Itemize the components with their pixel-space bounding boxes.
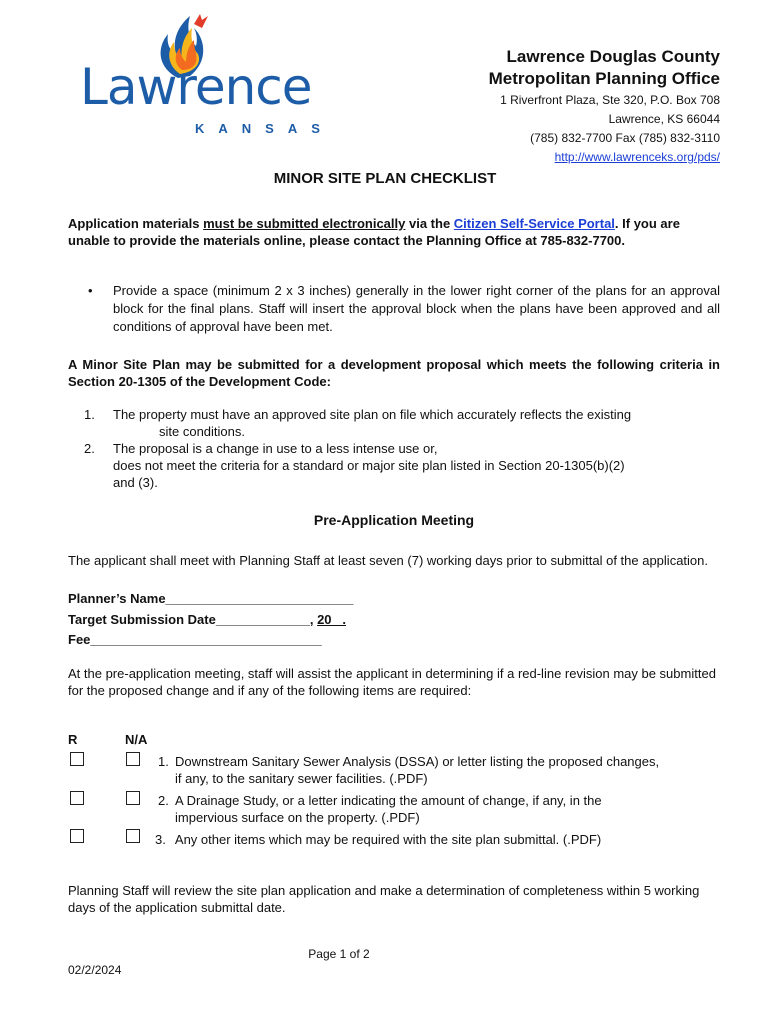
requirement-text: impervious surface on the property. (.PDF) bbox=[175, 810, 420, 825]
review-text: Planning Staff will review the site plan application and make a determination of completeness within 5 working days of the application submittal date. bbox=[68, 883, 700, 915]
office-address1: 1 Riverfront Plaza, Ste 320, P.O. Box 708 bbox=[500, 93, 720, 107]
required-checkbox-1[interactable] bbox=[70, 752, 84, 766]
approval-block-bullet bbox=[88, 282, 720, 336]
requirement-text: A Drainage Study, or a letter indicating the amount of change, if any, in the bbox=[175, 793, 602, 808]
na-checkbox-3[interactable] bbox=[126, 829, 140, 843]
target-date-field[interactable] bbox=[68, 611, 346, 628]
logo-wordmark: Lawrence bbox=[80, 58, 312, 116]
office-phone: (785) 832-7700 Fax (785) 832-3110 bbox=[530, 131, 720, 145]
requirement-text: if any, to the sanitary sewer facilities. (.PDF) bbox=[175, 771, 428, 786]
citizen-portal-link[interactable]: Citizen Self-Service Portal bbox=[453, 216, 615, 231]
fee-field[interactable] bbox=[68, 631, 322, 648]
intro-paragraph bbox=[68, 215, 720, 249]
intro-emphasis: must be submitted electronically bbox=[203, 216, 406, 231]
criteria-intro: A Minor Site Plan may be submitted for a development proposal which meets the following criteria in Section 20-1305 of the Development Code: bbox=[68, 357, 720, 389]
page-title: MINOR SITE PLAN CHECKLIST bbox=[273, 170, 497, 187]
bullet-icon: • bbox=[88, 283, 93, 298]
intro-text: via the bbox=[405, 216, 454, 231]
column-na: N/A bbox=[125, 732, 148, 747]
planner-name-blank[interactable]: __________________________ bbox=[165, 591, 354, 606]
requirement-item bbox=[158, 753, 718, 787]
target-date-label: Target Submission Date bbox=[68, 612, 216, 627]
required-checkbox-2[interactable] bbox=[70, 791, 84, 805]
office-header bbox=[489, 46, 720, 166]
office-address2: Lawrence, KS 66044 bbox=[608, 112, 720, 126]
fee-label: Fee bbox=[68, 632, 91, 647]
intro-text: Application materials bbox=[68, 216, 204, 231]
office-website-link[interactable]: http://www.lawrenceks.org/pds/ bbox=[554, 150, 720, 164]
criteria-item bbox=[84, 406, 720, 440]
planner-name-label: Planner’s Name bbox=[68, 591, 166, 606]
revision-date: 02/2/2024 bbox=[68, 963, 122, 977]
fee-blank[interactable]: ________________________________ bbox=[90, 632, 322, 647]
logo-state: KANSAS bbox=[195, 121, 334, 136]
target-date-blank[interactable]: _____________, bbox=[215, 612, 318, 627]
requirement-text: Downstream Sanitary Sewer Analysis (DSSA) or letter listing the proposed changes, bbox=[175, 754, 660, 769]
page-number: Page 1 of 2 bbox=[308, 947, 370, 961]
requirement-item bbox=[155, 831, 715, 848]
office-name-line2: Metropolitan Planning Office bbox=[488, 69, 720, 88]
na-checkbox-2[interactable] bbox=[126, 791, 140, 805]
column-required: R bbox=[68, 732, 78, 747]
criteria-item bbox=[84, 440, 720, 491]
criteria-text: and (3). bbox=[113, 475, 158, 490]
item-number: 1. bbox=[158, 754, 169, 769]
intro-text: . If you are unable to provide the materials online, please contact the Planning Office at 785-832-7700. bbox=[68, 216, 680, 248]
criteria-text: site conditions. bbox=[159, 424, 245, 439]
planner-name-field[interactable] bbox=[68, 590, 354, 607]
criteria-text: The property must have an approved site plan on file which accurately reflects the existing bbox=[113, 407, 632, 422]
office-name-line1: Lawrence Douglas County bbox=[506, 47, 720, 66]
item-number: 3. bbox=[155, 832, 166, 847]
target-year[interactable]: 20 . bbox=[317, 612, 346, 627]
assist-text: At the pre-application meeting, staff will assist the applicant in determining if a red-line revision may be submitted for the proposed change and if any of the following items are required: bbox=[68, 666, 716, 698]
item-number: 1. bbox=[84, 407, 95, 422]
lawrence-logo bbox=[80, 10, 342, 136]
na-checkbox-1[interactable] bbox=[126, 752, 140, 766]
criteria-text: The proposal is a change in use to a less intense use or, bbox=[113, 441, 438, 456]
requirement-item bbox=[158, 792, 718, 826]
preapp-text: The applicant shall meet with Planning Staff at least seven (7) working days prior to submittal of the application. bbox=[68, 553, 708, 568]
requirement-text: Any other items which may be required with the site plan submittal. (.PDF) bbox=[172, 832, 602, 847]
required-checkbox-3[interactable] bbox=[70, 829, 84, 843]
preapp-heading: Pre-Application Meeting bbox=[313, 512, 475, 528]
item-number: 2. bbox=[84, 441, 95, 456]
item-number: 2. bbox=[158, 793, 169, 808]
bullet-text: Provide a space (minimum 2 x 3 inches) generally in the lower right corner of the plans for an approval block for the final plans. Staff will insert the approval block when the plans have been approved and all conditions of approval have been met. bbox=[113, 283, 720, 334]
criteria-text: does not meet the criteria for a standard or major site plan listed in Section 20-1305(b)(2) bbox=[113, 458, 625, 473]
